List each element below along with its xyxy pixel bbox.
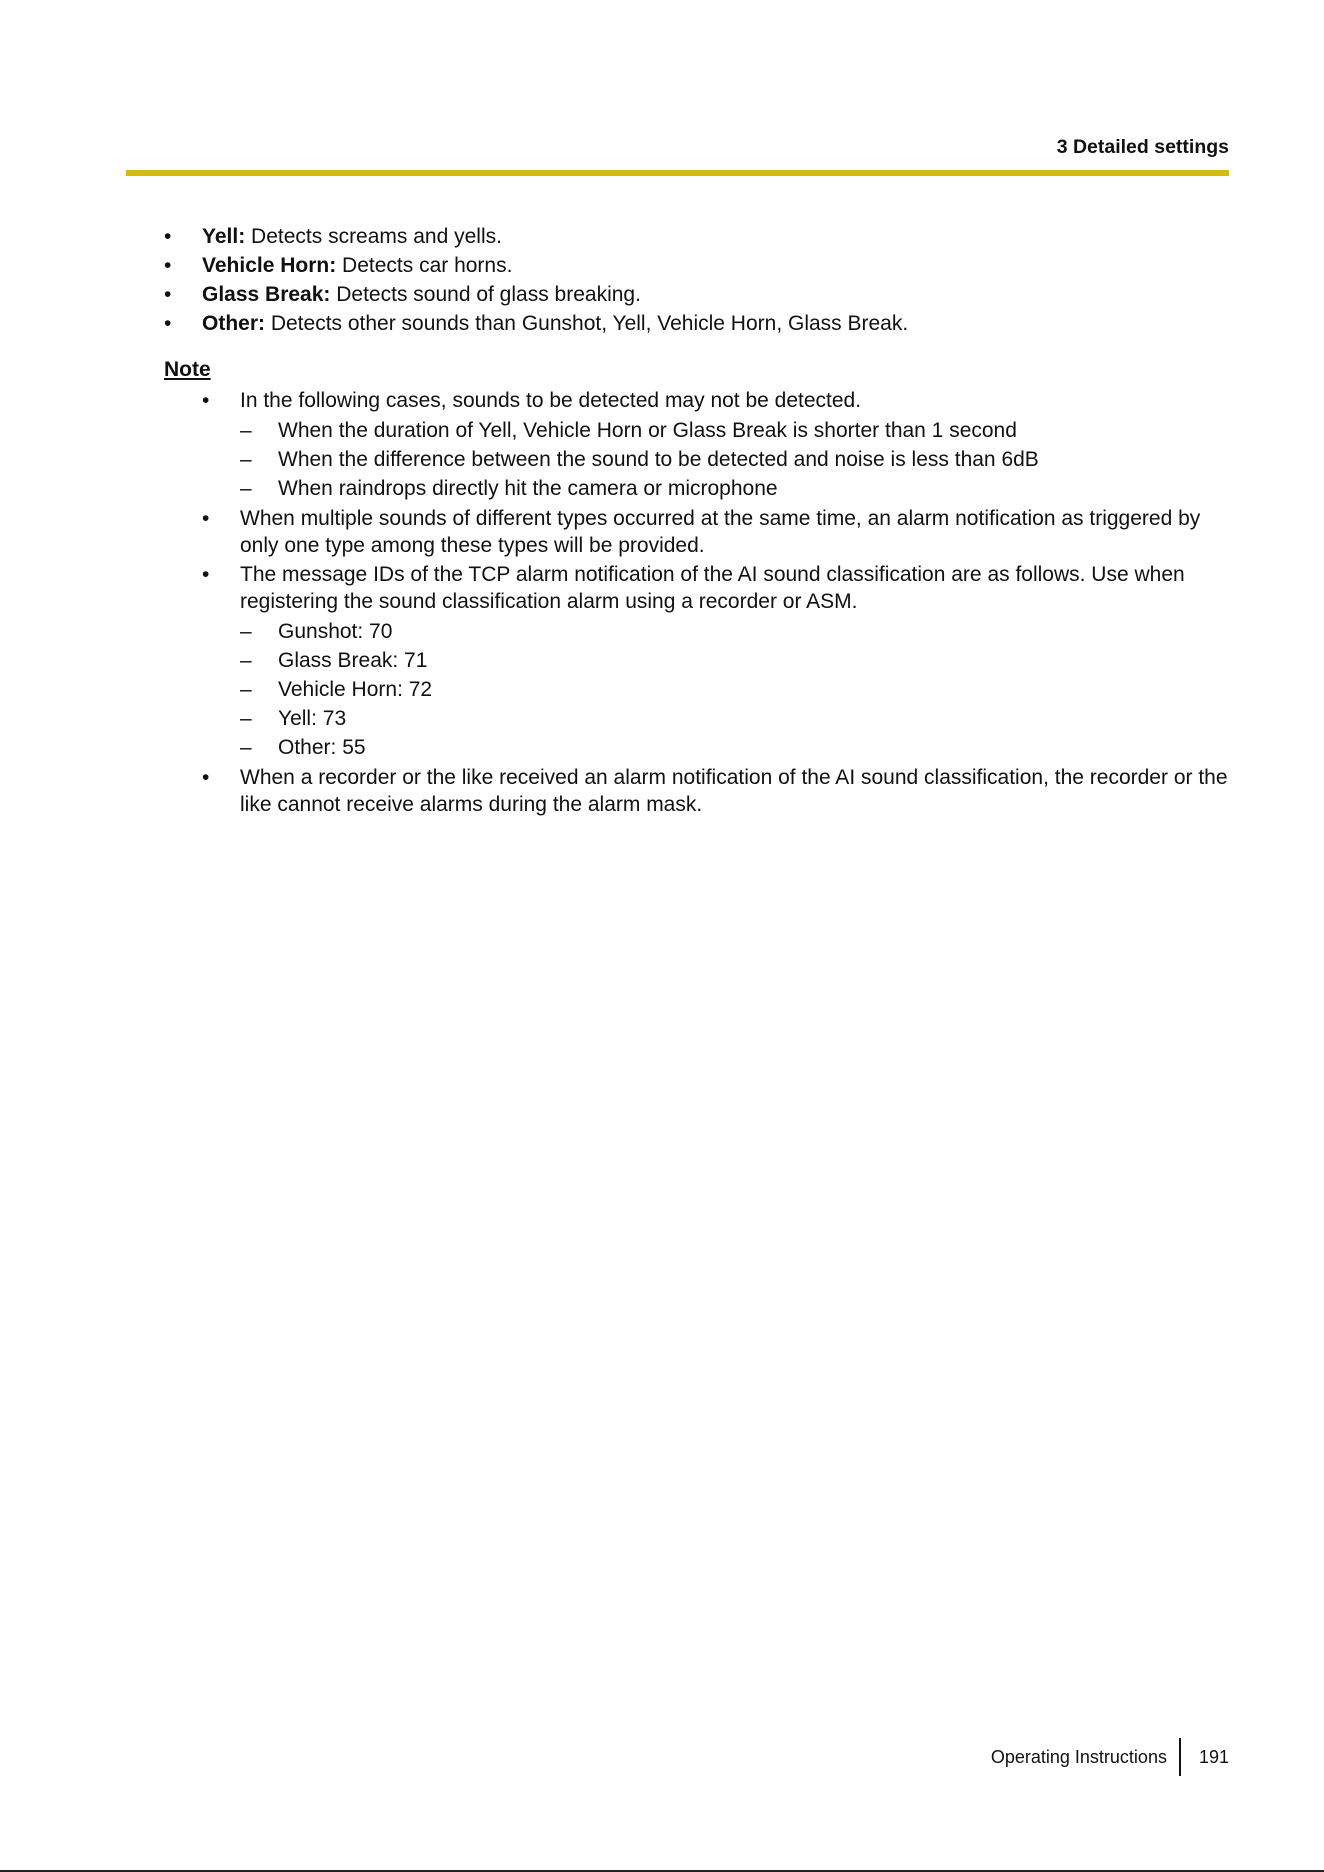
- message-id-text: Gunshot: 70: [278, 620, 393, 643]
- list-item: [164, 251, 1229, 280]
- note-sublist: [240, 416, 1229, 503]
- sound-type-list: [164, 222, 1229, 338]
- list-item: [164, 309, 1229, 338]
- bullet-icon: •: [202, 563, 210, 586]
- note-item: [202, 764, 1229, 818]
- message-id-text: Yell: 73: [278, 707, 347, 730]
- dash-icon: –: [240, 419, 252, 442]
- note-heading: Note: [164, 358, 211, 381]
- sublist-item: [240, 416, 1229, 445]
- dash-icon: –: [240, 620, 252, 643]
- page-number: 191: [1198, 1746, 1229, 1767]
- sound-type-description: Detects car horns.: [336, 254, 513, 277]
- bullet-icon: •: [202, 507, 210, 530]
- message-id-item: [240, 733, 1229, 762]
- dash-icon: –: [240, 678, 252, 701]
- dash-icon: –: [240, 707, 252, 730]
- note-text: The message IDs of the TCP alarm notification of the AI sound classification are as follows. Use when registering the sound classification alarm using a recorder or ASM.: [240, 563, 1185, 613]
- bullet-icon: •: [202, 389, 210, 412]
- sublist-item: [240, 445, 1229, 474]
- message-id-item: [240, 646, 1229, 675]
- note-text: When a recorder or the like received an alarm notification of the AI sound classification, the recorder or the like cannot receive alarms during the alarm mask.: [240, 766, 1228, 816]
- section-title: 3 Detailed settings: [1056, 136, 1229, 158]
- bullet-icon: •: [164, 254, 172, 277]
- message-id-text: Vehicle Horn: 72: [278, 678, 433, 701]
- message-id-text: Glass Break: 71: [278, 649, 428, 672]
- sound-type-term: Glass Break:: [202, 283, 331, 306]
- list-item: [164, 280, 1229, 309]
- list-item: [164, 222, 1229, 251]
- sound-type-term: Vehicle Horn:: [202, 254, 337, 277]
- message-id-item: [240, 675, 1229, 704]
- header-rule: [126, 170, 1229, 176]
- sublist-text: When the difference between the sound to be detected and noise is less than 6dB: [278, 448, 1039, 471]
- bullet-icon: •: [164, 312, 172, 335]
- note-text: In the following cases, sounds to be detected may not be detected.: [240, 389, 862, 412]
- bullet-icon: •: [202, 766, 210, 789]
- sublist-text: When raindrops directly hit the camera or microphone: [278, 477, 778, 500]
- note-item: [202, 561, 1229, 762]
- sound-type-description: Detects screams and yells.: [245, 225, 502, 248]
- sound-type-description: Detects sound of glass breaking.: [330, 283, 641, 306]
- message-id-list: [240, 617, 1229, 762]
- footer-doc-title: Operating Instructions: [990, 1746, 1167, 1767]
- page-footer: [991, 1738, 1229, 1776]
- bullet-icon: •: [164, 283, 172, 306]
- sublist-item: [240, 474, 1229, 503]
- message-id-item: [240, 704, 1229, 733]
- sublist-text: When the duration of Yell, Vehicle Horn or Glass Break is shorter than 1 second: [278, 419, 1017, 442]
- sound-type-term: Other:: [202, 312, 265, 335]
- message-id-text: Other: 55: [278, 736, 366, 759]
- dash-icon: –: [240, 649, 252, 672]
- note-list: [164, 387, 1229, 818]
- note-item: [202, 387, 1229, 503]
- dash-icon: –: [240, 477, 252, 500]
- dash-icon: –: [240, 448, 252, 471]
- note-item: [202, 505, 1229, 559]
- footer-divider: [1179, 1738, 1181, 1776]
- note-text: When multiple sounds of different types occurred at the same time, an alarm notification as triggered by only one type among these types will be provided.: [240, 507, 1201, 557]
- dash-icon: –: [240, 736, 252, 759]
- page-content: [164, 222, 1229, 820]
- sound-type-term: Yell:: [202, 225, 246, 248]
- bullet-icon: •: [164, 225, 172, 248]
- message-id-item: [240, 617, 1229, 646]
- sound-type-description: Detects other sounds than Gunshot, Yell, Vehicle Horn, Glass Break.: [265, 312, 909, 335]
